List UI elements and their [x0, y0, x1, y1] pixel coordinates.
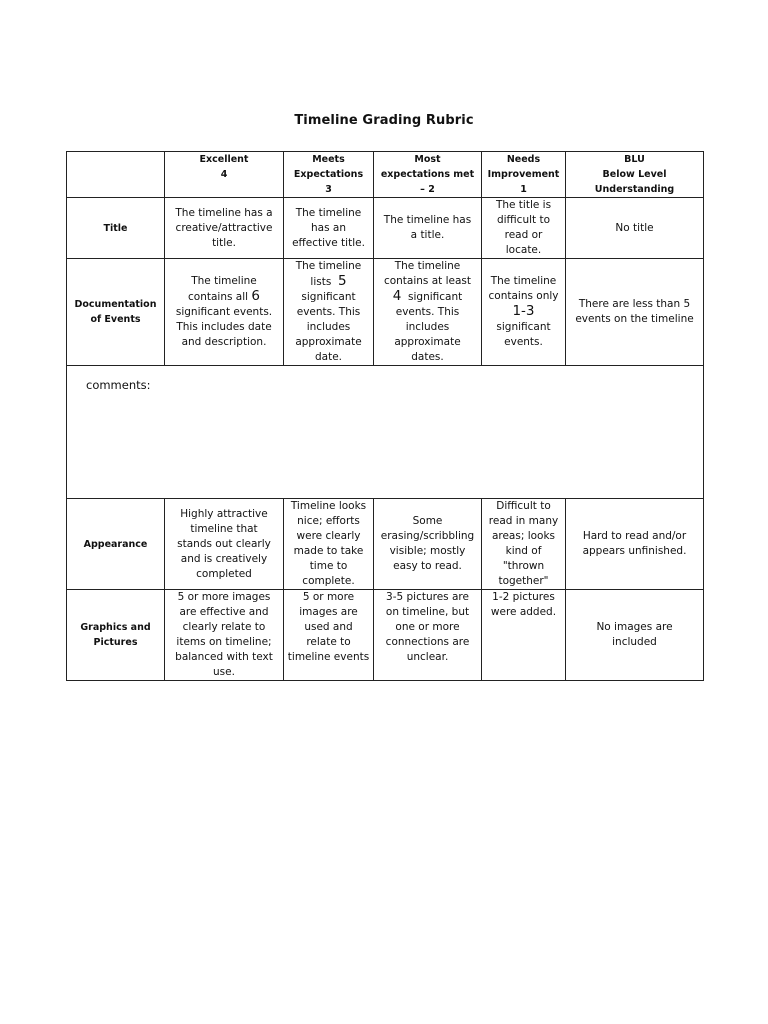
cell-line: dates.: [411, 351, 444, 363]
header-blu-line-3: Understanding: [594, 184, 675, 195]
cell-line: were added.: [490, 606, 557, 618]
cell-line: title.: [212, 236, 236, 249]
cell-line: difficult to: [496, 214, 551, 226]
cell-line: on timeline, but: [385, 606, 470, 618]
cell-line: items on timeline;: [176, 636, 272, 648]
cell-line: The timeline: [295, 260, 362, 272]
cell-line: areas; looks: [491, 530, 556, 542]
cell-line: locate.: [505, 244, 542, 256]
documentation-row: [67, 259, 704, 366]
cell-line: timeline that: [190, 522, 258, 535]
cell-line: significant: [496, 321, 551, 333]
cell-line: The title is: [495, 199, 552, 211]
header-meets: [284, 152, 374, 198]
cell-line: approximate: [394, 336, 461, 348]
header-most: [374, 152, 482, 198]
cell-line: events on the timeline: [575, 313, 694, 325]
cell-line: There are less than 5: [578, 298, 691, 310]
cell-line: contains at least: [383, 275, 472, 287]
cell-line: The timeline has a: [175, 206, 273, 219]
cell-line: nice; efforts: [297, 515, 360, 527]
cell-line: events. This: [395, 306, 460, 318]
header-excellent-line-2: 4: [220, 169, 228, 180]
cell-line: a title.: [410, 229, 445, 241]
cell-line: Highly attractive: [180, 507, 268, 520]
cell-text: lists: [310, 276, 332, 288]
cell-line: and is creatively: [180, 552, 268, 565]
header-needs-line-1: Needs: [506, 154, 541, 165]
title-most-cell: [374, 198, 482, 259]
header-meets-line-1: Meets: [312, 154, 345, 165]
header-most-line-1: Most: [414, 154, 441, 165]
title-row: [67, 198, 704, 259]
cell-line: completed: [196, 567, 252, 580]
cell-line: approximate: [295, 336, 362, 348]
title-needs-cell: [482, 198, 566, 259]
cell-line: and description.: [181, 336, 267, 348]
cell-line: contains only: [488, 290, 559, 302]
cell-line: 1-2 pictures: [492, 591, 555, 603]
title-meets-cell: [284, 198, 374, 259]
cell-line: "thrown: [502, 560, 545, 572]
cell-line: unclear.: [406, 651, 449, 663]
cell-line: stands out clearly: [177, 537, 271, 550]
header-meets-line-2: Expectations: [293, 169, 364, 180]
rubric-table: [66, 151, 704, 681]
cell-line: The timeline: [490, 275, 557, 287]
cell-line: The timeline: [295, 206, 362, 219]
header-most-line-3: – 2: [420, 184, 435, 195]
cell-line: Difficult to: [496, 500, 551, 512]
cell-line: 3-5 pictures are: [386, 591, 469, 603]
cell-line: [287, 274, 370, 290]
comments-cell[interactable]: [67, 366, 704, 499]
header-blu-line-1: BLU: [624, 154, 645, 165]
cell-line: one or more: [395, 621, 460, 633]
appearance-excellent-cell: [165, 499, 284, 590]
cell-line: Hard to read and/or: [582, 530, 687, 542]
appearance-most-cell: [374, 499, 482, 590]
header-row: [67, 152, 704, 198]
row-label-appearance: Appearance: [67, 499, 165, 590]
row-label-line: of Events: [90, 314, 141, 325]
cell-line: Some: [412, 515, 443, 527]
cell-line: events. This: [296, 306, 361, 318]
header-needs-line-3: 1: [520, 184, 527, 195]
page-title: Timeline Grading Rubric: [294, 113, 474, 128]
row-label-line: Documentation: [74, 299, 157, 310]
cell-line: balanced with text: [175, 651, 273, 663]
cell-line: read in many: [488, 515, 559, 527]
cell-line: use.: [213, 666, 235, 678]
cell-line: time to: [309, 560, 348, 572]
graphics-blu-cell: [566, 590, 704, 681]
cell-line: [377, 289, 478, 305]
cell-line: Timeline looks: [290, 500, 367, 512]
title-excellent-cell: [165, 198, 284, 259]
cell-line: includes: [405, 321, 450, 333]
documentation-most-cell: [374, 259, 482, 366]
header-excellent-line-1: Excellent: [199, 154, 249, 165]
cell-line: read or: [504, 229, 543, 241]
cell-line: creative/attractive: [175, 221, 273, 234]
cell-line: used and: [304, 621, 353, 633]
cell-line: are effective and: [179, 606, 269, 618]
cell-line: were clearly: [296, 530, 361, 542]
documentation-needs-cell: [482, 259, 566, 366]
documentation-excellent-cell: [165, 259, 284, 366]
cell-line: 5 or more: [302, 591, 355, 603]
cell-text: significant: [408, 291, 463, 303]
graphics-excellent-cell: [165, 590, 284, 681]
handwritten-number: 1-3: [512, 303, 535, 319]
handwritten-number: 6: [251, 288, 260, 304]
cell-line: No images are: [596, 621, 673, 633]
cell-line: together": [498, 575, 549, 587]
cell-line: [485, 304, 562, 320]
cell-line: images are: [299, 606, 358, 618]
graphics-row: [67, 590, 704, 681]
cell-line: The timeline has: [383, 214, 472, 226]
cell-line: relate to: [306, 636, 351, 648]
cell-line: made to take: [293, 545, 364, 557]
row-label-graphics: [67, 590, 165, 681]
cell-line: No title: [615, 221, 654, 234]
cell-line: kind of: [505, 545, 542, 557]
appearance-needs-cell: [482, 499, 566, 590]
cell-line: date.: [314, 351, 342, 363]
appearance-blu-cell: [566, 499, 704, 590]
documentation-meets-cell: [284, 259, 374, 366]
cell-line: erasing/scribbling: [380, 530, 475, 542]
header-needs: [482, 152, 566, 198]
cell-line: complete.: [302, 575, 355, 587]
cell-line: significant events.: [175, 306, 273, 318]
cell-line: included: [612, 636, 657, 648]
header-blu-line-2: Below Level: [602, 169, 667, 180]
cell-line: The timeline: [394, 260, 461, 272]
header-blu: [566, 152, 704, 198]
graphics-meets-cell: [284, 590, 374, 681]
handwritten-number: 4: [392, 288, 402, 304]
row-label-line: Graphics and: [80, 622, 151, 633]
cell-line: appears unfinished.: [582, 545, 687, 557]
cell-line: connections are: [385, 636, 470, 648]
graphics-needs-cell: [482, 590, 566, 681]
cell-line: [168, 289, 280, 305]
cell-line: events.: [504, 336, 543, 348]
header-meets-line-3: 3: [325, 184, 332, 195]
cell-text: contains all: [188, 291, 249, 303]
row-label-line: Pictures: [93, 637, 138, 648]
cell-line: visible; mostly: [389, 545, 466, 557]
comments-row: [67, 366, 704, 499]
cell-line: The timeline: [191, 275, 257, 287]
header-most-line-2: expectations met: [380, 169, 475, 180]
cell-line: clearly relate to: [182, 621, 266, 633]
header-needs-line-2: Improvement: [487, 169, 560, 180]
cell-line: has an: [311, 221, 346, 234]
graphics-most-cell: [374, 590, 482, 681]
header-excellent: [165, 152, 284, 198]
row-label-documentation: [67, 259, 165, 366]
handwritten-number: 5: [338, 273, 347, 289]
appearance-meets-cell: [284, 499, 374, 590]
cell-line: timeline events: [287, 651, 370, 663]
cell-line: effective title.: [292, 236, 365, 249]
documentation-blu-cell: [566, 259, 704, 366]
cell-line: easy to read.: [393, 560, 462, 572]
header-corner-cell: [67, 152, 165, 198]
appearance-row: [67, 499, 704, 590]
cell-line: significant: [301, 291, 356, 303]
cell-line: 5 or more images: [177, 591, 271, 603]
cell-line: includes: [306, 321, 351, 333]
title-blu-cell: [566, 198, 704, 259]
row-label-title: Title: [67, 198, 165, 259]
comments-label: comments:: [86, 378, 151, 392]
cell-line: This includes date: [176, 321, 272, 333]
